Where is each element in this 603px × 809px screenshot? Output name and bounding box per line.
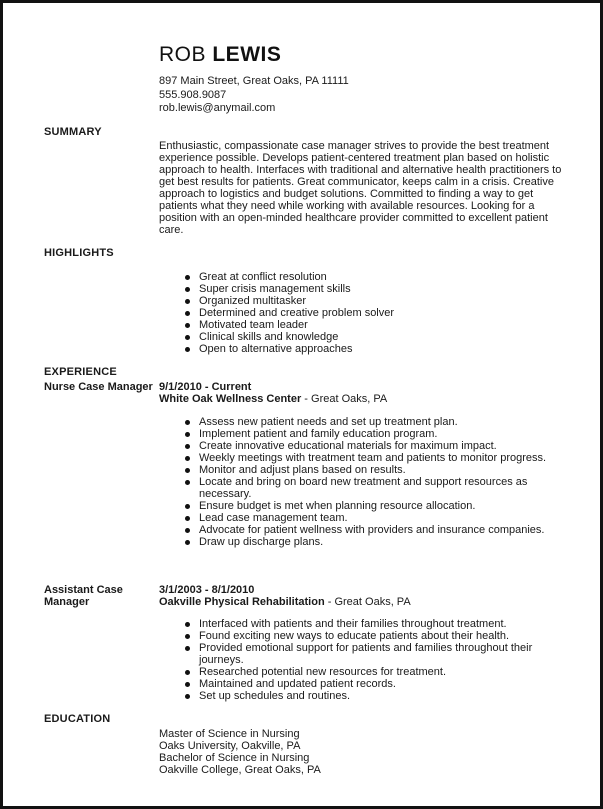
address: 897 Main Street, Great Oaks, PA 11111 [159, 75, 349, 87]
list-item: Determined and creative problem solver [199, 307, 559, 319]
company-location: - Great Oaks, PA [301, 393, 388, 405]
email: rob.lewis@anymail.com [159, 102, 276, 114]
job-company [159, 596, 411, 608]
summary-heading: SUMMARY [44, 126, 102, 138]
list-item: Researched potential new resources for treatment. [199, 666, 559, 678]
experience-heading: EXPERIENCE [44, 366, 117, 378]
job-dates: 9/1/2010 - Current [159, 381, 252, 393]
list-item: Maintained and updated patient records. [199, 678, 559, 690]
list-item: Lead case management team. [199, 512, 559, 524]
job-duties-list [199, 416, 559, 548]
job-duties-list [199, 618, 559, 702]
list-item: Advocate for patient wellness with providers and insurance companies. [199, 524, 559, 536]
school: Oakville College, Great Oaks, PA [159, 764, 321, 776]
company-name: White Oak Wellness Center [159, 393, 302, 405]
list-item: Create innovative educational materials for maximum impact. [199, 440, 559, 452]
summary-text: Enthusiastic, compassionate case manager strives to provide the best treatment experience possible. Develops patient-centered treatment plan based on holistic approach to health. Interfaces with traditional and alternative health practitioners to get best results for patients. Great communicator, keeps calm in a crisis. Creative approach to logistics and budget solutions. Committed to finding a way to get patients what they need while working with available resources. Looking for a position with an open-minded healthcare provider committed to excellent patient care. [159, 140, 562, 236]
list-item: Open to alternative approaches [199, 343, 559, 355]
list-item: Draw up discharge plans. [199, 536, 559, 548]
list-item: Clinical skills and knowledge [199, 331, 559, 343]
school: Oaks University, Oakville, PA [159, 740, 301, 752]
first-name: ROB [159, 43, 207, 66]
list-item: Provided emotional support for patients and families throughout their journeys. [199, 642, 559, 666]
list-item: Organized multitasker [199, 295, 559, 307]
list-item: Motivated team leader [199, 319, 559, 331]
contact-info [159, 75, 349, 116]
job-company [159, 393, 387, 405]
list-item: Found exciting new ways to educate patients about their health. [199, 630, 559, 642]
education-details [159, 728, 321, 776]
list-item: Assess new patient needs and set up treatment plan. [199, 416, 559, 428]
list-item: Interfaced with patients and their families throughout treatment. [199, 618, 559, 630]
list-item: Ensure budget is met when planning resource allocation. [199, 500, 559, 512]
job-title: Assistant Case Manager [44, 584, 123, 608]
job-title: Nurse Case Manager [44, 381, 153, 393]
company-name: Oakville Physical Rehabilitation [159, 596, 325, 608]
last-name: LEWIS [212, 43, 282, 66]
education-heading: EDUCATION [44, 713, 111, 725]
list-item: Weekly meetings with treatment team and patients to monitor progress. [199, 452, 559, 464]
list-item: Monitor and adjust plans based on results. [199, 464, 559, 476]
candidate-name [159, 43, 281, 67]
list-item: Super crisis management skills [199, 283, 559, 295]
list-item: Set up schedules and routines. [199, 690, 559, 702]
degree: Master of Science in Nursing [159, 728, 300, 740]
job-dates: 3/1/2003 - 8/1/2010 [159, 584, 255, 596]
list-item: Great at conflict resolution [199, 271, 559, 283]
list-item: Implement patient and family education program. [199, 428, 559, 440]
highlights-list [199, 271, 559, 355]
phone: 555.908.9087 [159, 88, 227, 101]
degree: Bachelor of Science in Nursing [159, 752, 310, 764]
highlights-heading: HIGHLIGHTS [44, 247, 114, 259]
company-location: - Great Oaks, PA [324, 596, 411, 608]
list-item: Locate and bring on board new treatment and support resources as necessary. [199, 476, 559, 500]
